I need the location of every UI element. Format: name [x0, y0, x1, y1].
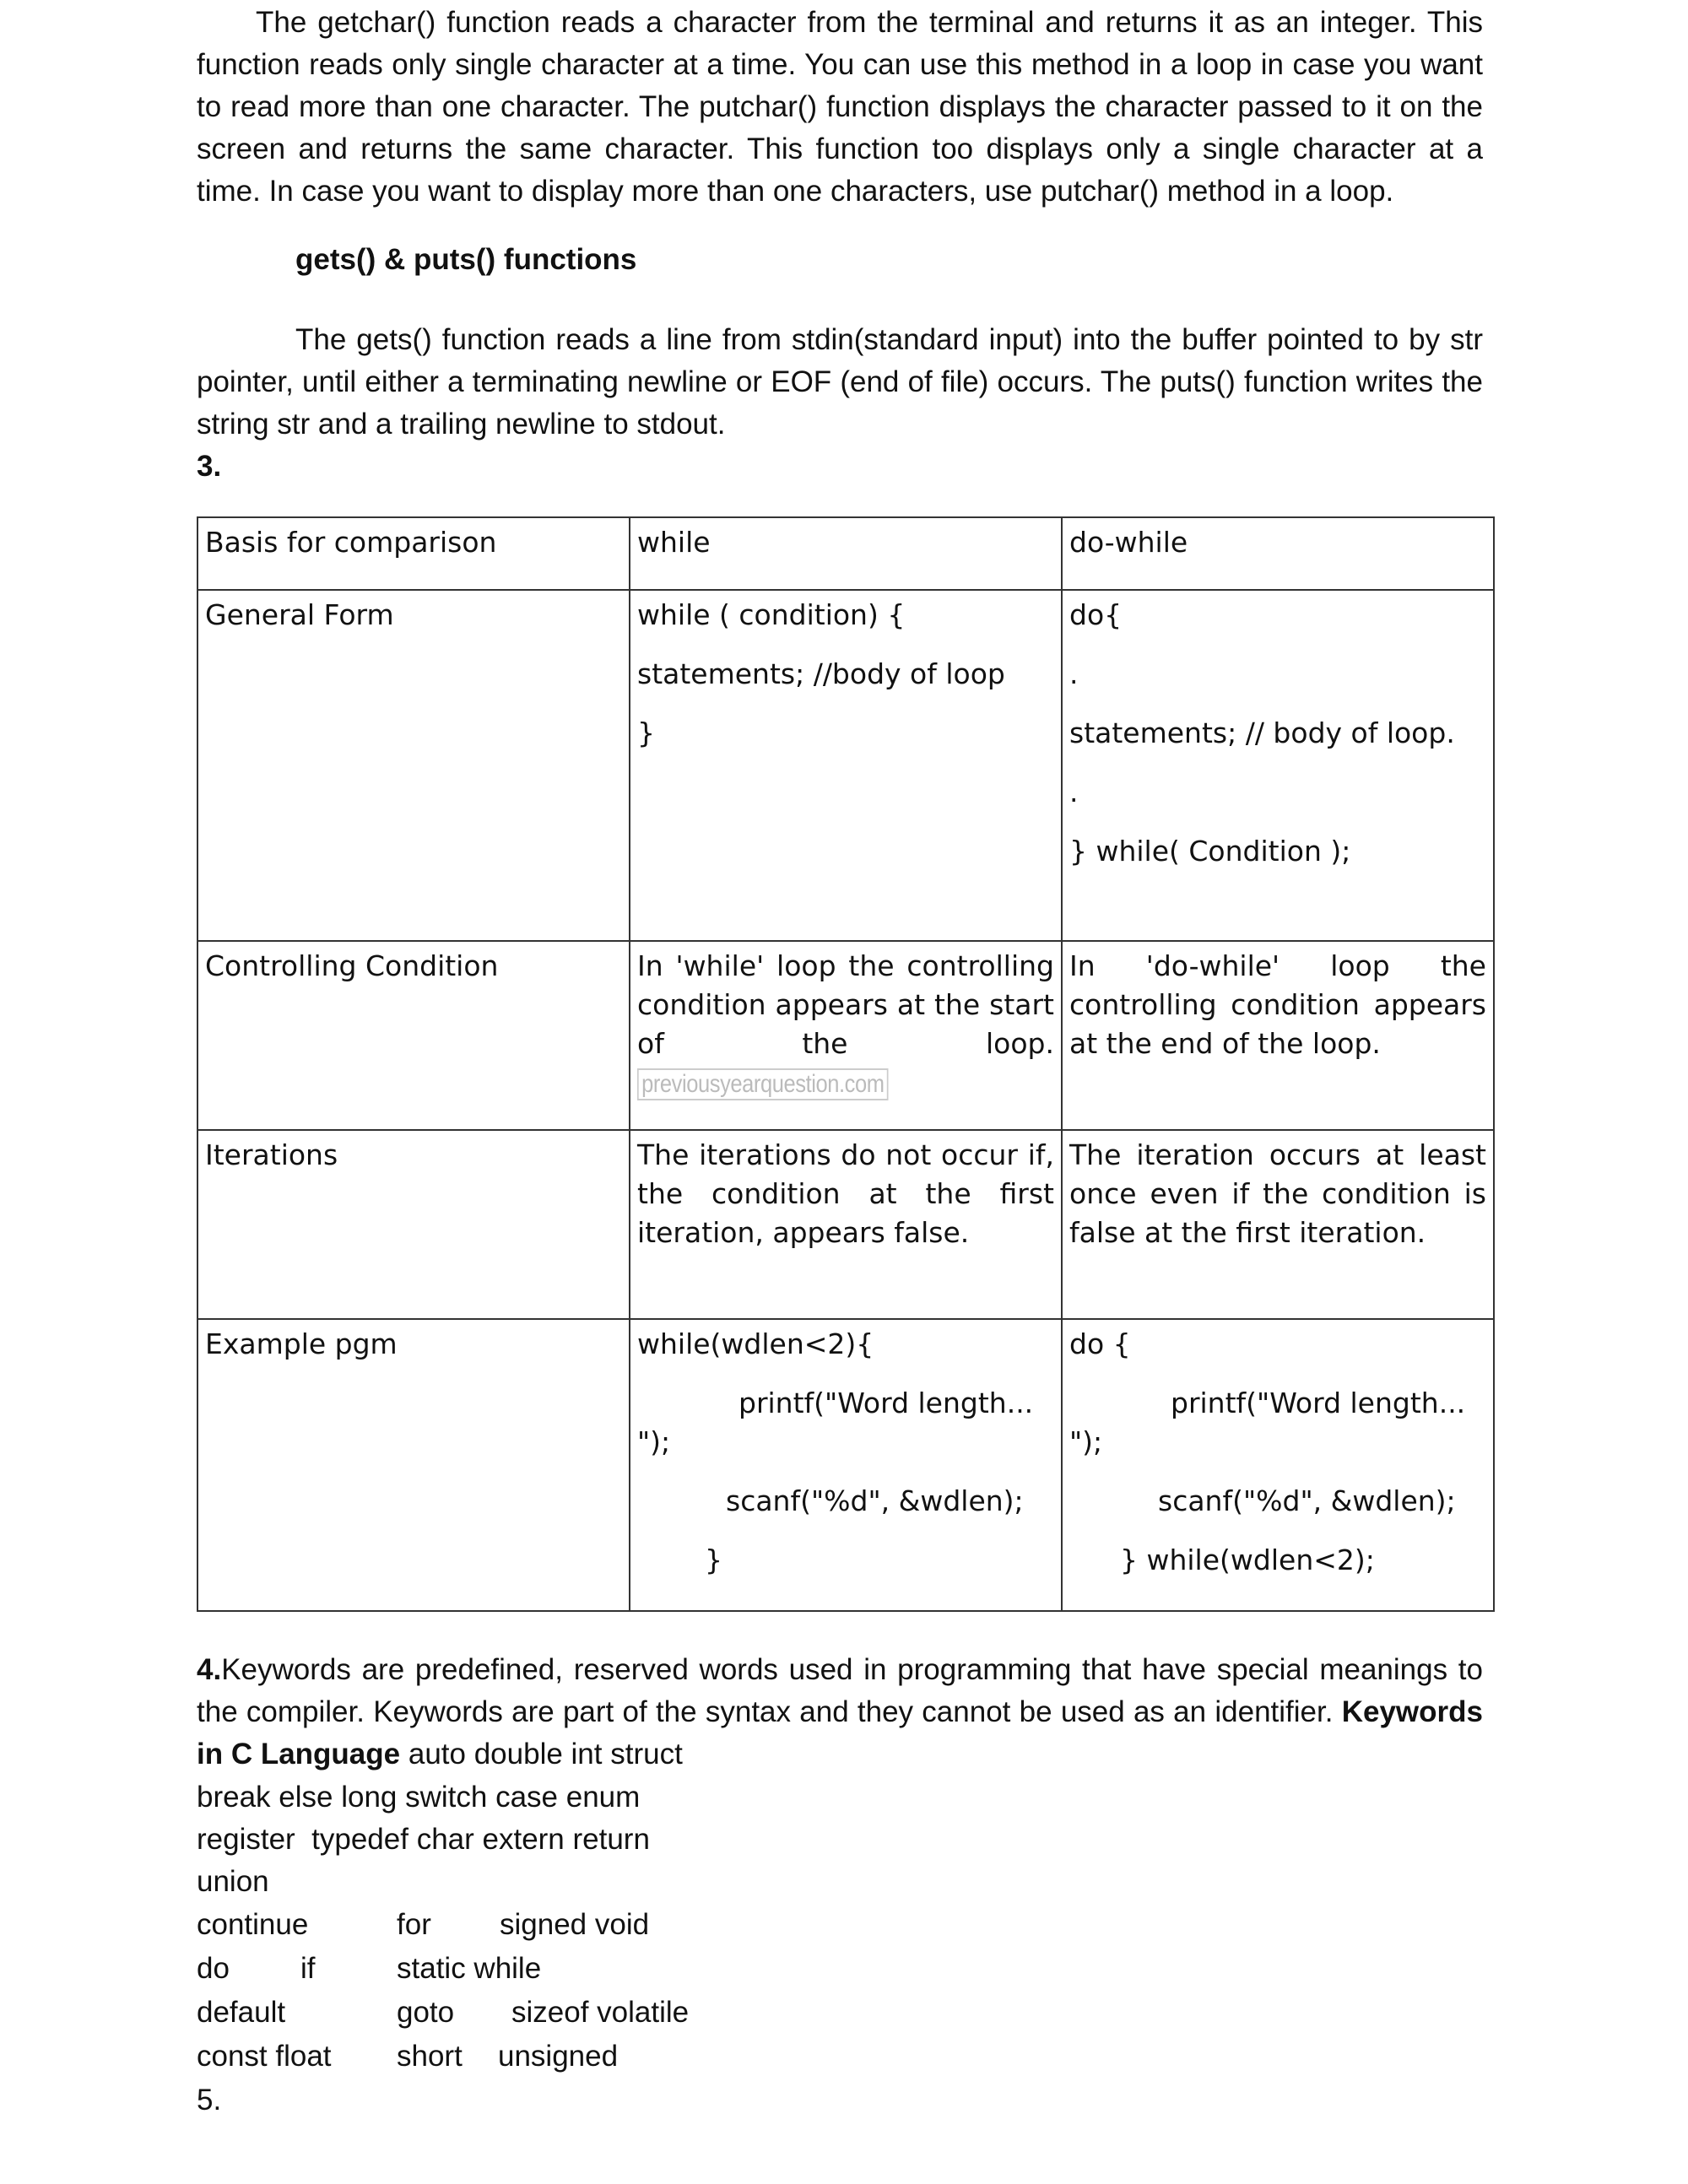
keyword-cell: for — [397, 1908, 431, 1941]
cell-while-controlling — [630, 941, 1062, 1130]
table-row-general-form — [197, 590, 1494, 941]
label-general-form: General Form — [197, 590, 630, 941]
while-vs-do-while-table — [197, 516, 1495, 1612]
code-line: do { — [1069, 1327, 1131, 1360]
code-line: while(wdlen<2){ — [637, 1327, 874, 1360]
keywords-definition: Keywords are predefined, reserved words used in programming that have special meanings to the compiler. Keywords are part of the syntax and they cannot be used as an identifier. — [197, 1653, 1483, 1728]
code-line: } — [705, 1543, 722, 1576]
code-line: statements; // body of loop. — [1069, 716, 1455, 749]
cell-while-general-form — [630, 590, 1062, 941]
code-line: printf("Word length... — [1171, 1387, 1466, 1419]
header-do-while: do-while — [1062, 517, 1494, 590]
keyword-cell: default — [197, 1996, 286, 2029]
code-line: statements; //body of loop — [637, 657, 1005, 690]
label-example-pgm: Example pgm — [197, 1319, 630, 1611]
keyword-cell: static while — [397, 1952, 542, 1985]
code-line: do{ — [1069, 598, 1123, 631]
keyword-cell: goto — [397, 1996, 455, 2029]
code-line: scanf("%d", &wdlen); — [1158, 1484, 1456, 1517]
cell-do-while-general-form — [1062, 590, 1494, 941]
question-number-4: 4. — [197, 1653, 222, 1686]
table-row-controlling-condition — [197, 941, 1494, 1130]
table-row-iterations — [197, 1130, 1494, 1319]
keyword-cell: const float — [197, 2040, 332, 2073]
watermark-logo: previousyearquestion.com — [637, 1068, 889, 1100]
keyword-cell: continue — [197, 1908, 309, 1941]
code-line: } while(wdlen<2); — [1120, 1543, 1375, 1576]
keywords-line: union — [197, 1865, 269, 1898]
label-controlling-condition: Controlling Condition — [197, 941, 630, 1130]
paragraph-gets-puts: The gets() function reads a line from stdin(standard input) into the buffer pointed to by str pointer, until either a terminating newline or EOF (end of file) occurs. The puts() function writes the string str and a trailing newline to stdout. — [197, 323, 1483, 441]
code-line: scanf("%d", &wdlen); — [726, 1484, 1024, 1517]
keyword-cell: signed void — [500, 1908, 650, 1941]
keywords-in-c-heading: Keywords in C Language — [197, 1695, 1483, 1770]
question-number-3: 3. — [197, 450, 222, 483]
header-basis: Basis for comparison — [197, 517, 630, 590]
question-number-5: 5. — [197, 2084, 222, 2116]
code-line: while ( condition) { — [637, 598, 906, 631]
keywords-first-line: auto double int struct — [408, 1738, 683, 1770]
keywords-line: register typedef char extern return — [197, 1823, 650, 1856]
keyword-cell: unsigned — [498, 2040, 619, 2073]
heading-gets-puts: gets() & puts() functions — [295, 243, 637, 276]
code-line: . — [1069, 776, 1079, 808]
cell-do-while-controlling: In 'do-while' loop the controlling condition appears at the end of the loop. — [1062, 941, 1494, 1130]
paragraph-keywords — [197, 1649, 1483, 1776]
paragraph-getchar-putchar: The getchar() function reads a character from the terminal and returns it as an integer. This function reads only single character at a time. You can use this method in a loop in case you want to read more than one character. The putchar() function displays the character passed to it on the screen and returns the same character. This function too displays only a single character at a time. In case you want to display more than one characters, use putchar() method in a loop. — [197, 6, 1483, 208]
code-line: } — [637, 716, 655, 749]
keyword-cell: sizeof volatile — [511, 1996, 690, 2029]
keyword-cell — [197, 1952, 365, 1986]
cell-while-example — [630, 1319, 1062, 1611]
code-line: . — [1069, 657, 1079, 690]
keyword-if: if — [300, 1952, 316, 1985]
cell-while-iterations: The iterations do not occur if, the condition at the first iteration, appears false. — [630, 1130, 1062, 1319]
code-line: } while( Condition ); — [1069, 835, 1351, 868]
label-iterations: Iterations — [197, 1130, 630, 1319]
code-line: "); — [637, 1425, 671, 1458]
while-controlling-text: In 'while' loop the controlling condition appears at the start of the loop. — [637, 949, 1054, 1060]
keyword-do: do — [197, 1952, 230, 1985]
cell-do-while-iterations: The iteration occurs at least once even if the condition is false at the first iteration. — [1062, 1130, 1494, 1319]
header-while: while — [630, 517, 1062, 590]
cell-do-while-example — [1062, 1319, 1494, 1611]
keyword-cell: short — [397, 2040, 463, 2073]
keywords-line: break else long switch case enum — [197, 1781, 641, 1814]
code-line: printf("Word length... — [738, 1387, 1034, 1419]
table-row-example — [197, 1319, 1494, 1611]
code-line: "); — [1069, 1425, 1103, 1458]
table-header-row — [197, 517, 1494, 590]
